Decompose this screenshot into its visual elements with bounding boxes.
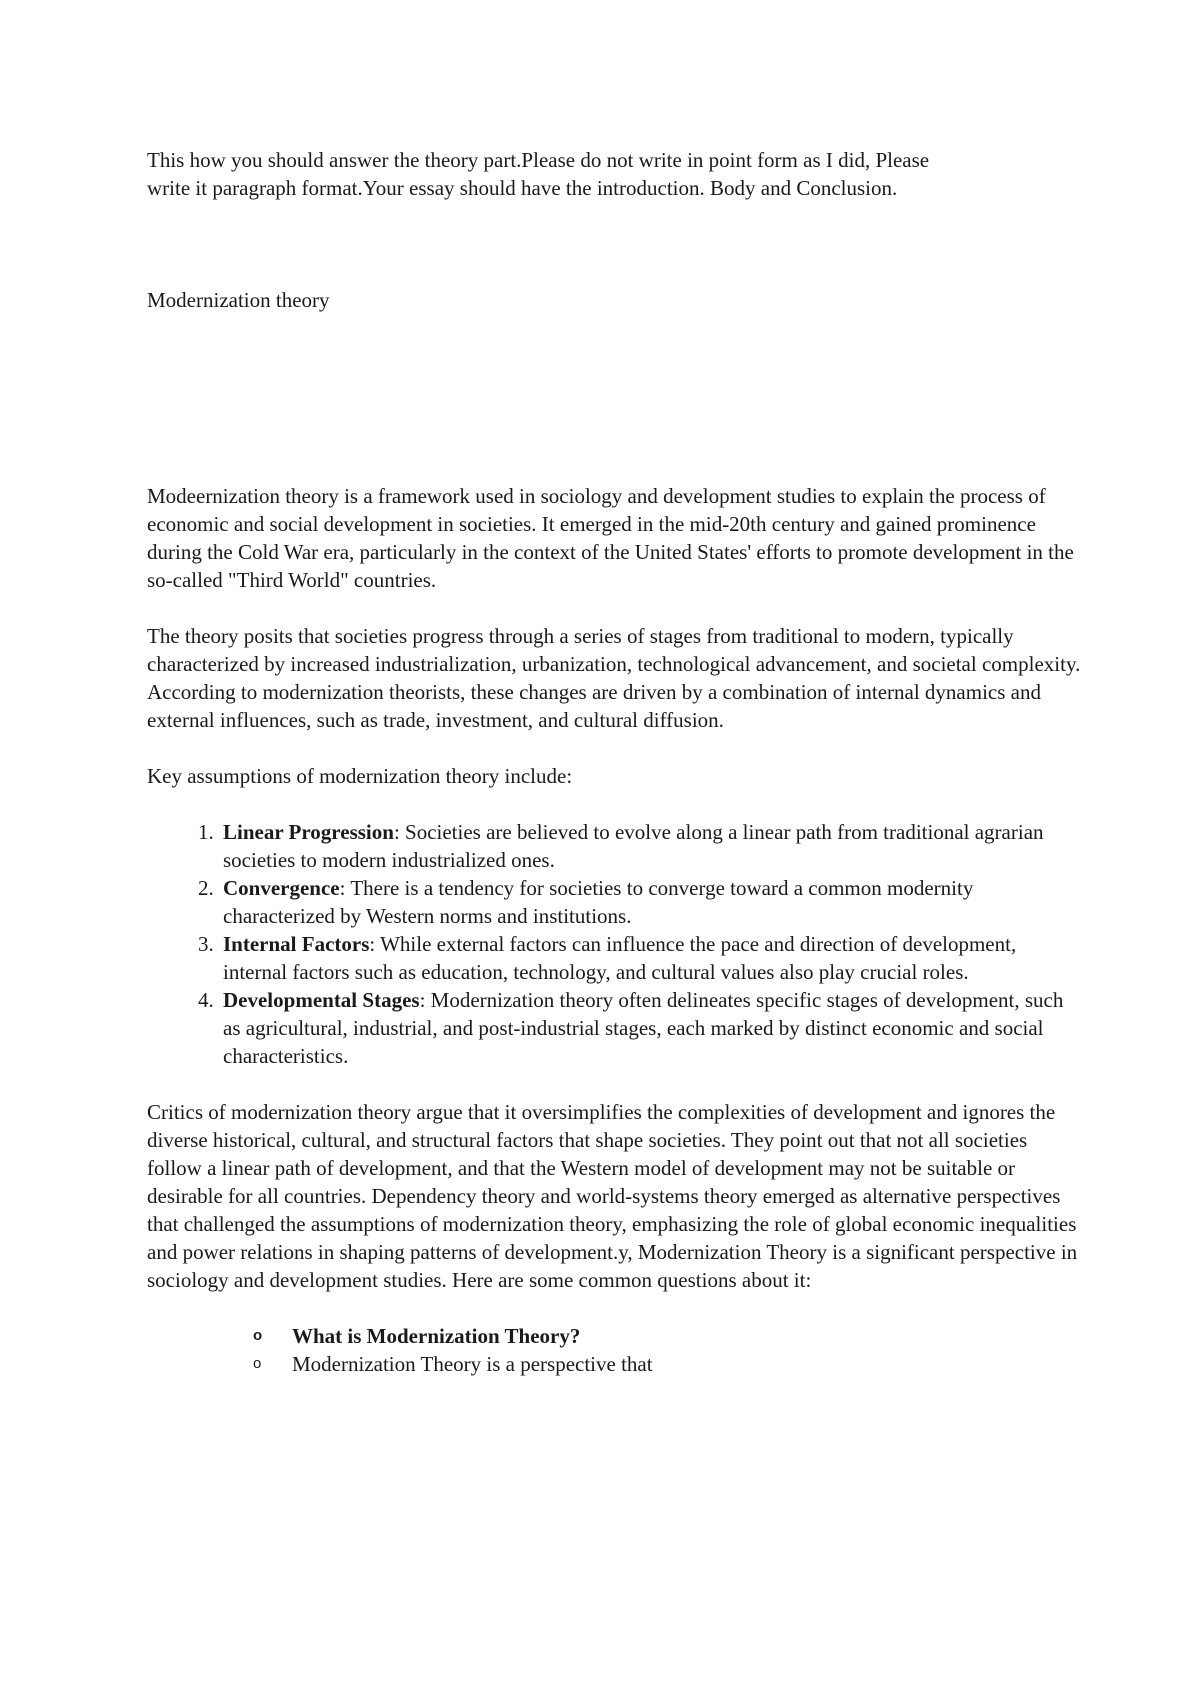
list-item xyxy=(253,1350,1082,1378)
assumption-text: : Modernization theory often delineates specific stages of development, such as agricultural, industrial, and post-industrial stages, each marked by distinct economic and social characteristics. xyxy=(223,988,1064,1068)
list-item xyxy=(219,986,1082,1070)
assumption-term: Developmental Stages xyxy=(223,988,420,1012)
assumption-term: Internal Factors xyxy=(223,932,370,956)
document-title: Modernization theory xyxy=(147,288,330,312)
paragraph-definition: Modeernization theory is a framework used in sociology and development studies to explain the process of economic and social development in societies. It emerged in the mid-20th century and gained prominence during the Cold War era, particularly in the context of the United States' efforts to promote development in the so-called "Third World" countries. xyxy=(147,484,1074,592)
list-item xyxy=(219,874,1082,930)
bullet-icon: o xyxy=(253,1355,262,1372)
instruction-line-1: This how you should answer the theory part.Please do not write in point form as I did, Please xyxy=(147,148,930,172)
assumption-term: Convergence xyxy=(223,876,340,900)
assumption-text: : There is a tendency for societies to converge toward a common modernity characterized by Western norms and institutions. xyxy=(223,876,974,928)
assumption-text: : Societies are believed to evolve along a linear path from traditional agrarian societies to modern industrialized ones. xyxy=(223,820,1044,872)
paragraph-stages: The theory posits that societies progress through a series of stages from traditional to modern, typically characterized by increased industrialization, urbanization, technological advancement, and societal complexity. According to modernization theorists, these changes are driven by a combination of internal dynamics and external influences, such as trade, investment, and cultural diffusion. xyxy=(147,624,1081,732)
bullet-icon: o xyxy=(253,1327,263,1344)
list-item xyxy=(219,930,1082,986)
paragraph-key-assumptions-intro: Key assumptions of modernization theory include: xyxy=(147,764,573,788)
assumption-text: : While external factors can influence the pace and direction of development, internal factors such as education, technology, and cultural values also play crucial roles. xyxy=(223,932,1017,984)
document-page xyxy=(147,146,1082,1378)
assumptions-list xyxy=(147,818,1082,1070)
instruction-paragraph xyxy=(147,146,1082,202)
assumption-term: Linear Progression xyxy=(223,820,394,844)
answer-text: Modernization Theory is a perspective that xyxy=(292,1352,653,1376)
paragraph-critics: Critics of modernization theory argue that it oversimplifies the complexities of development and ignores the diverse historical, cultural, and structural factors that shape societies. They point out that not all societies follow a linear path of development, and that the Western model of development may not be suitable or desirable for all countries. Dependency theory and world-systems theory emerged as alternative perspectives that challenged the assumptions of modernization theory, emphasizing the role of global economic inequalities and power relations in shaping patterns of development.y, Modernization Theory is a significant perspective in sociology and development studies. Here are some common questions about it: xyxy=(147,1100,1078,1292)
list-item xyxy=(253,1322,1082,1350)
questions-list xyxy=(147,1322,1082,1378)
question-text: What is Modernization Theory? xyxy=(292,1324,581,1348)
instruction-line-2: write it paragraph format.Your essay should have the introduction. Body and Conclusion. xyxy=(147,176,898,200)
list-item xyxy=(219,818,1082,874)
